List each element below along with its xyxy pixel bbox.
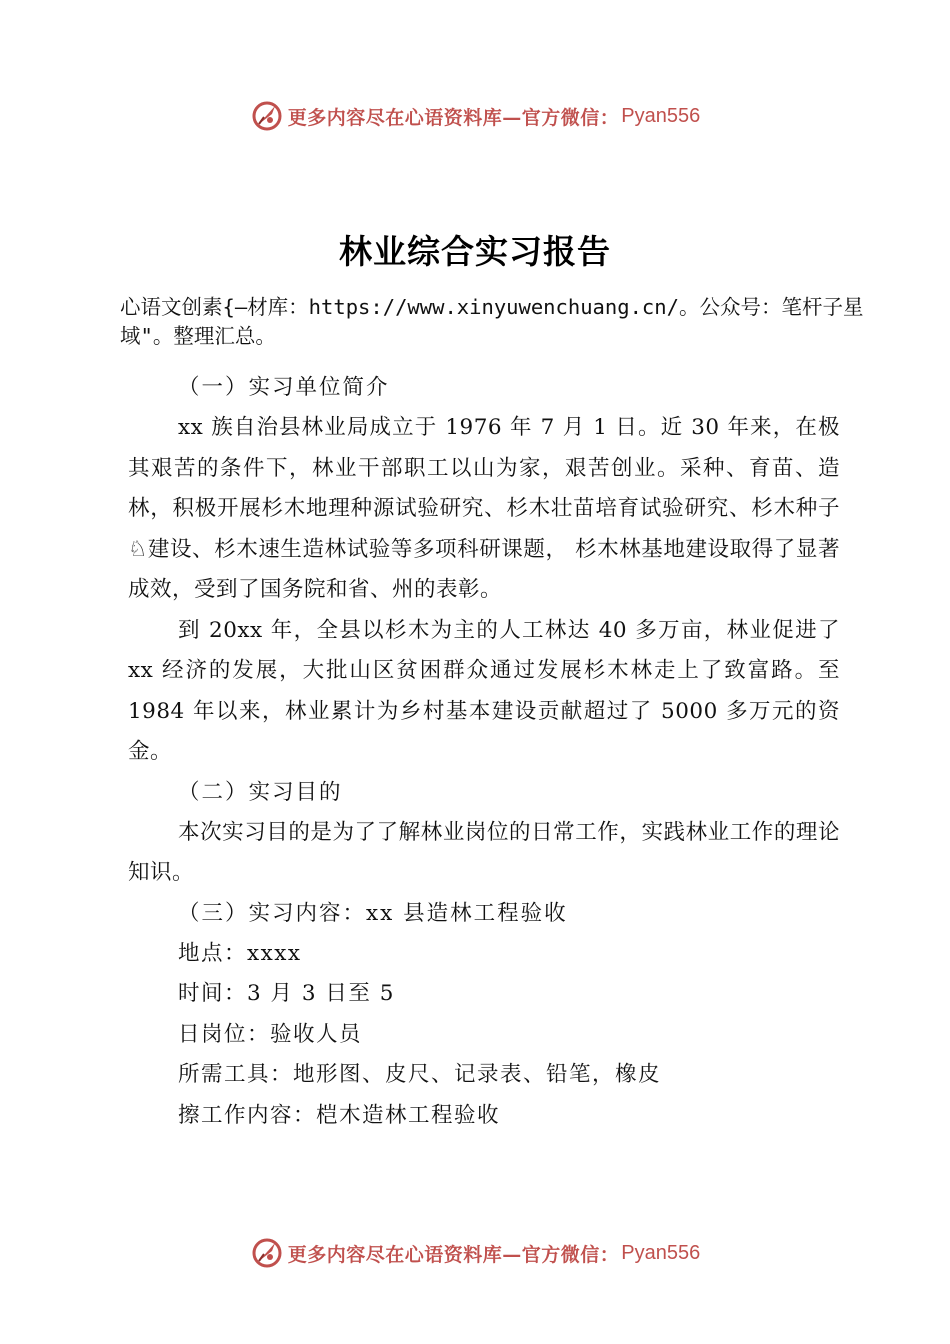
detail-line: 日岗位：验收人员 xyxy=(178,1021,363,1047)
paragraph: 本次实习目的是为了了解林业岗位的日常工作，实践林业工作的理论知识。 xyxy=(128,819,840,885)
footer-banner xyxy=(0,1233,950,1273)
section-heading-1: （一）实习单位简介 xyxy=(178,375,390,400)
detail-line: 擦工作内容：桤木造林工程验收 xyxy=(178,1102,501,1128)
source-note: 心语文创素{—材库：https://www.xinyuwenchuang.cn/。公众号：笔杆子星域"。整理汇总。 xyxy=(120,295,864,348)
section-heading-3: （三）实习内容：xx 县造林工程验收 xyxy=(178,900,568,926)
section-heading-2: （二）实习目的 xyxy=(178,779,343,805)
paragraph: xx 族自治县林业局成立于 1976 年 7 月 1 日。近 30 年来，在极其艰苦的条件下，林业干部职工以山为家，艰苦创业。采种、育苗、造林，积极开展杉木地理种源试验研究、杉木壮苗培育试验研究、杉木种子♘建设、杉木速生造林试验等多项科研课题， 杉木林基地建设取得了显著成效，受到了国务院和省、州的表彰。 xyxy=(128,415,840,602)
document-title: 林业综合实习报告 xyxy=(339,232,611,271)
detail-line: 地点：xxxx xyxy=(178,940,302,966)
wechat-id: Pyan556 xyxy=(621,104,701,127)
quill-emblem-icon xyxy=(250,99,284,133)
banner-text: 更多内容尽在心语资料库—官方微信： xyxy=(287,1243,620,1266)
wechat-id: Pyan556 xyxy=(621,1241,701,1264)
paragraph: 到 20xx 年，全县以杉木为主的人工林达 40 多万亩，林业促进了 xx 经济的发展，大批山区贫困群众通过发展杉木林走上了致富路。至 1984 年以来，林业累计为乡村基本建设贡献超过了 5000 多万元的资金。 xyxy=(128,617,840,764)
header-banner xyxy=(0,96,950,136)
detail-line: 所需工具：地形图、皮尺、记录表、铅笔，橡皮 xyxy=(178,1062,662,1087)
quill-emblem-icon xyxy=(250,1236,284,1270)
detail-line: 时间：3 月 3 日至 5 xyxy=(178,981,395,1006)
banner-text: 更多内容尽在心语资料库—官方微信： xyxy=(287,106,620,129)
document-body xyxy=(128,368,840,1136)
